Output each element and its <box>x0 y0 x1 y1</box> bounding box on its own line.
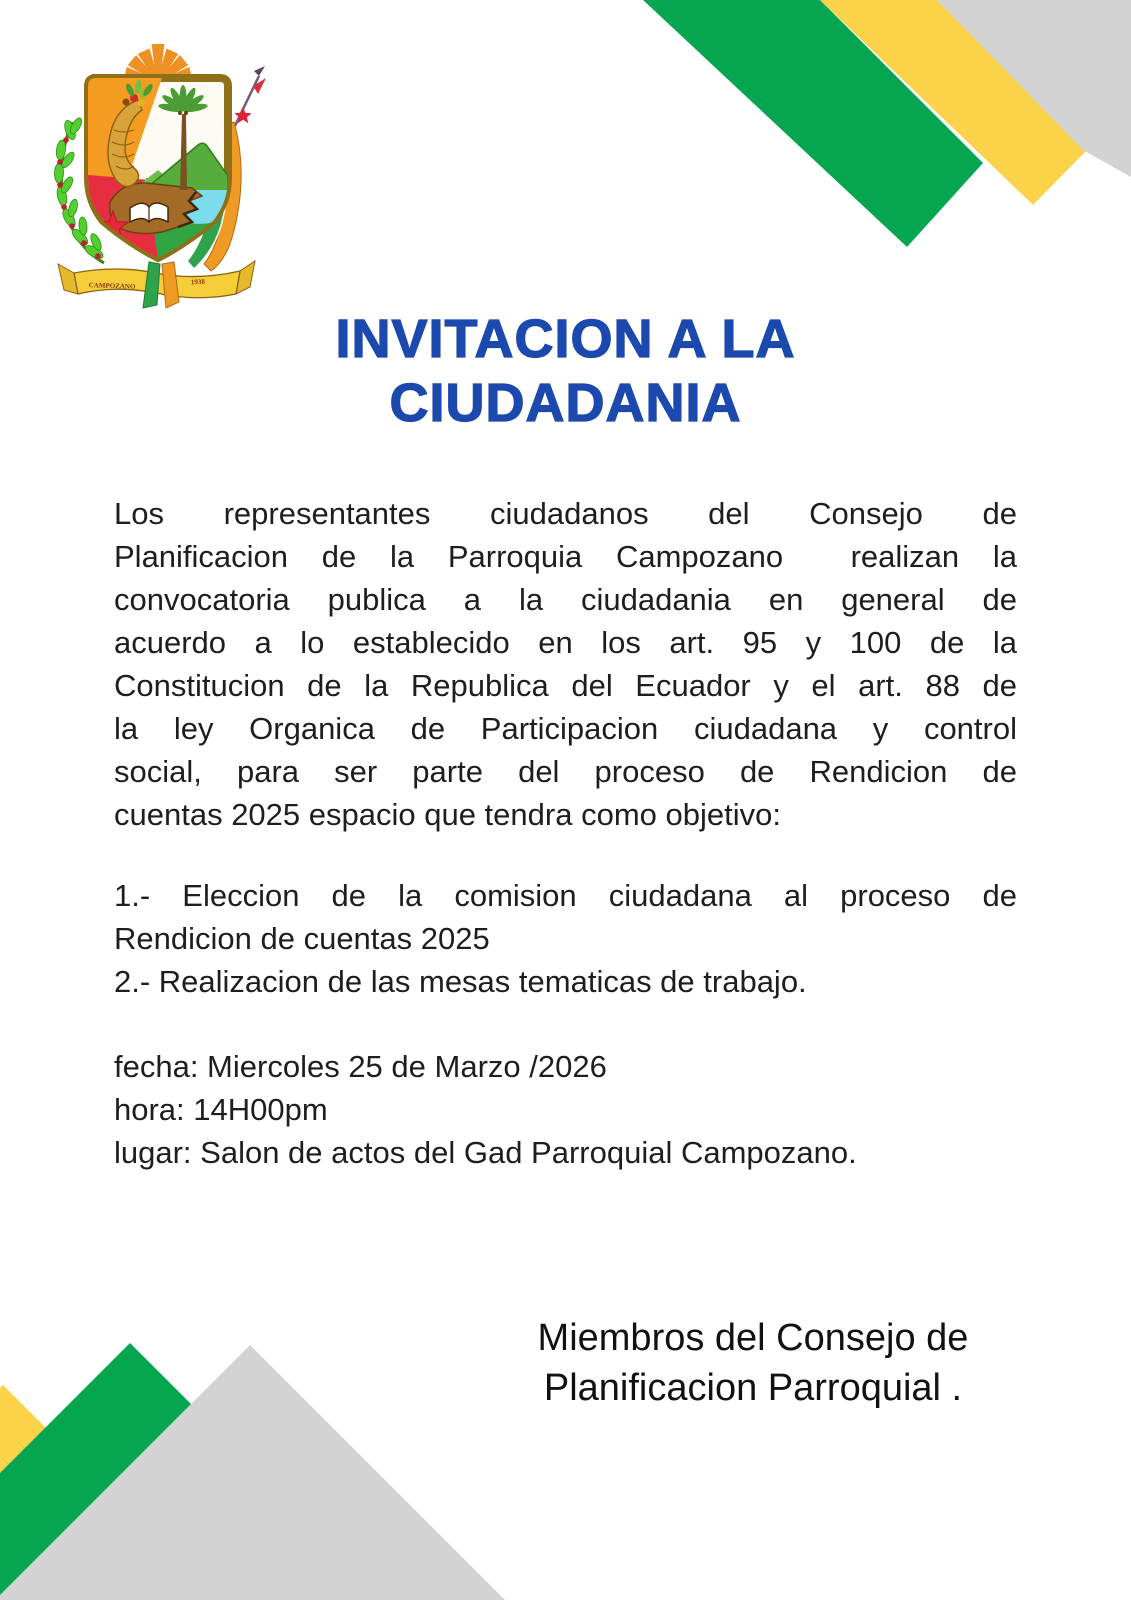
agenda-items <box>114 874 1017 1003</box>
body-line: cuentas 2025 espacio que tendra como objetivo: <box>114 797 781 832</box>
title-line-1: INVITACION A LA <box>335 309 796 369</box>
body-line: social, para ser parte del proceso de Rendicion de <box>114 754 1017 789</box>
signature <box>403 1313 1103 1413</box>
page-title <box>0 307 1131 435</box>
body-line: Planificacion de la Parroquia Campozano realizan la <box>114 539 1017 574</box>
event-details <box>114 1045 1017 1174</box>
ribbon-text-right: 1938 <box>190 277 206 287</box>
body-line: convocatoria publica a la ciudadania en general de <box>114 582 1017 617</box>
ribbon-tail-orange <box>162 262 179 308</box>
body-line: la ley Organica de Participacion ciudadana y control <box>114 711 1017 746</box>
top-right-yellow-stripe <box>820 0 1087 205</box>
signature-line-2: Planificacion Parroquial . <box>543 1367 963 1409</box>
coat-of-arms <box>46 30 266 310</box>
coat-of-arms-graphic <box>46 30 266 310</box>
agenda-item-1-line-2: Rendicion de cuentas 2025 <box>114 921 490 956</box>
body-line: Los representantes ciudadanos del Consejo de <box>114 496 1017 531</box>
ribbon-tail-green <box>143 262 160 308</box>
bottom-left-yellow-mountain <box>0 1385 218 1600</box>
agenda-item-1-line-1: 1.- Eleccion de la comision ciudadana al proceso de <box>114 878 1017 913</box>
body-line: Constitucion de la Republica del Ecuador y el art. 88 de <box>114 668 1017 703</box>
top-right-gray-stripe <box>937 0 1131 177</box>
lance-icon <box>232 66 266 132</box>
agenda-item-2: 2.- Realizacion de las mesas tematicas de trabajo. <box>114 964 807 999</box>
event-time: hora: 14H00pm <box>114 1092 328 1127</box>
title-line-2: CIUDADANIA <box>389 373 742 433</box>
bottom-left-green-mountain <box>0 1343 387 1600</box>
ribbon-text-left: CAMPOZANO <box>88 281 136 291</box>
top-right-green-stripe <box>643 0 983 247</box>
body-paragraph <box>114 492 1017 836</box>
ribbon-banner <box>58 261 255 308</box>
event-place: lugar: Salon de actos del Gad Parroquial Campozano. <box>114 1135 857 1170</box>
event-date: fecha: Miercoles 25 de Marzo /2026 <box>114 1049 607 1084</box>
body-line: acuerdo a lo establecido en los art. 95 y 100 de la <box>114 625 1017 660</box>
signature-line-1: Miembros del Consejo de <box>537 1317 969 1359</box>
